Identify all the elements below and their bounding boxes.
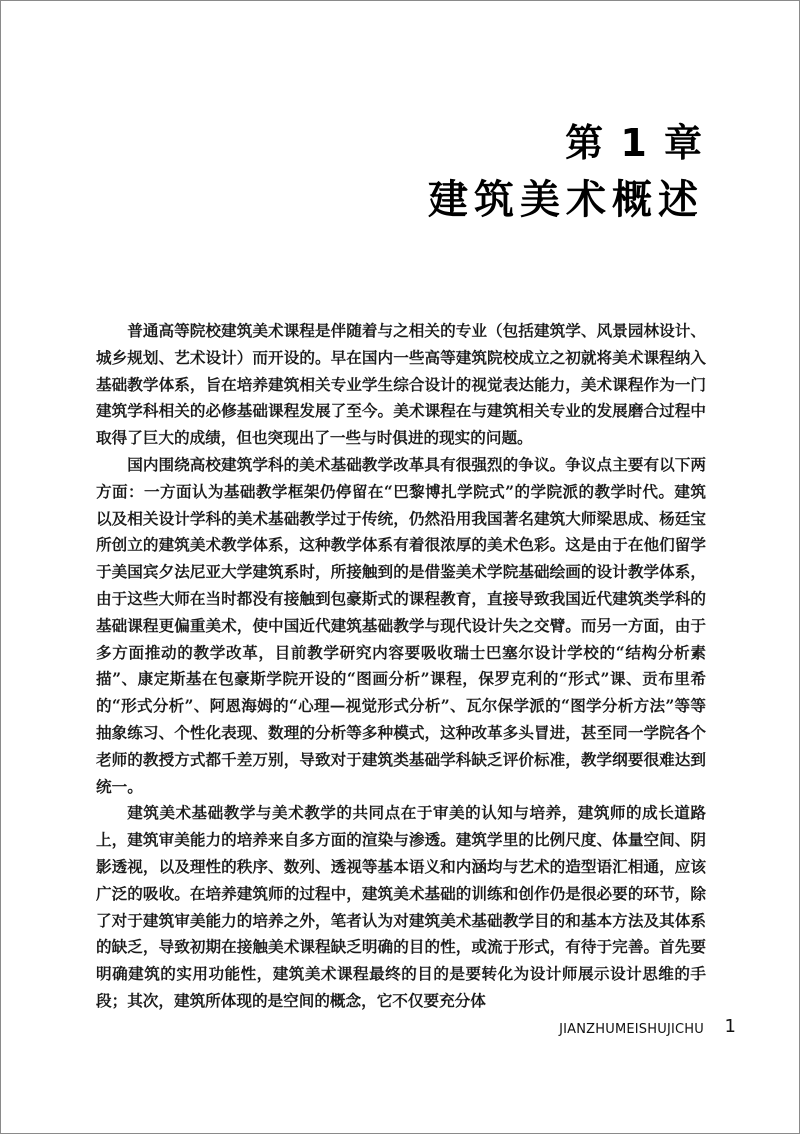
chapter-title: 建筑美术概述 <box>428 177 704 223</box>
paragraph-1: 普通高等院校建筑美术课程是伴随着与之相关的专业（包括建筑学、风景园林设计、城乡规划、艺术设计）而开设的。早在国内一些高等建筑院校成立之初就将美术课程纳入基础教学体系，旨在培养建筑相关专业学生综合设计的视觉表达能力，美术课程作为一门建筑学科相关的必修基础课程发展了至今。美术课程在与建筑相关专业的发展磨合过程中取得了巨大的成绩，但也突现出了一些与时俱进的现实的问题。 <box>96 321 706 448</box>
chapter-heading <box>428 118 704 228</box>
paragraph-3: 建筑美术基础教学与美术教学的共同点在于审美的认知与培养，建筑师的成长道路上，建筑审美能力的培养来自多方面的渲染与渗透。建筑学里的比例尺度、体量空间、阴影透视，以及理性的秩序、数列、透视等基本语义和内涵均与艺术的造型语汇相通，应该广泛的吸收。在培养建筑师的过程中，建筑美术基础的训练和创作仍是很必要的环节，除了对于建筑审美能力的培养之外，笔者认为对建筑美术基础教学目的和基本方法及其体系的缺乏，导致初期在接触美术课程缺乏明确的目的性，或流于形式，有待于完善。首先要明确建筑的实用功能性，建筑美术课程最终的目的是要转化为设计师展示设计思维的手段；其次，建筑所体现的是空间的概念，它不仅要充分体 <box>96 803 706 1010</box>
page-number: 1 <box>724 1016 736 1037</box>
running-title: JIANZHUMEISHUJICHU <box>559 1022 704 1037</box>
paragraph-2: 国内围绕高校建筑学科的美术基础教学改革具有很强烈的争议。争议点主要有以下两方面：一方面认为基础教学框架仍停留在“巴黎博扎学院式”的学院派的教学时代。建筑以及相关设计学科的美术基础教学过于传统，仍然沿用我国著名建筑大师梁思成、杨廷宝所创立的建筑美术教学体系，这种教学体系有着很浓厚的美术色彩。这是由于在他们留学于美国宾夕法尼亚大学建筑系时，所接触到的是借鉴美术学院基础绘画的设计教学体系，由于这些大师在当时都没有接触到包豪斯式的课程教育，直接导致我国近代建筑类学科的基础课程更偏重美术，使中国近代建筑基础教学与现代设计失之交臂。而另一方面，由于多方面推动的教学改革，目前教学研究内容要吸收瑞士巴塞尔设计学校的“结构分析素描”、康定斯基在包豪斯学院开设的“图画分析”课程，保罗克利的“形式”课、贡布里希的“形式分析”、阿恩海姆的“心理—视觉形式分析”、瓦尔保学派的“图学分析方法”等等抽象练习、个性化表现、数理的分析等多种模式，这种改革多头冒进，甚至同一学院各个老师的教授方式都千差万别，导致对于建筑类基础学科缺乏评价标准，教学纲要很难达到统一。 <box>96 454 706 796</box>
page-footer <box>0 1018 800 1046</box>
body-text <box>96 318 706 1015</box>
chapter-number: 第 1 章 <box>565 121 704 165</box>
